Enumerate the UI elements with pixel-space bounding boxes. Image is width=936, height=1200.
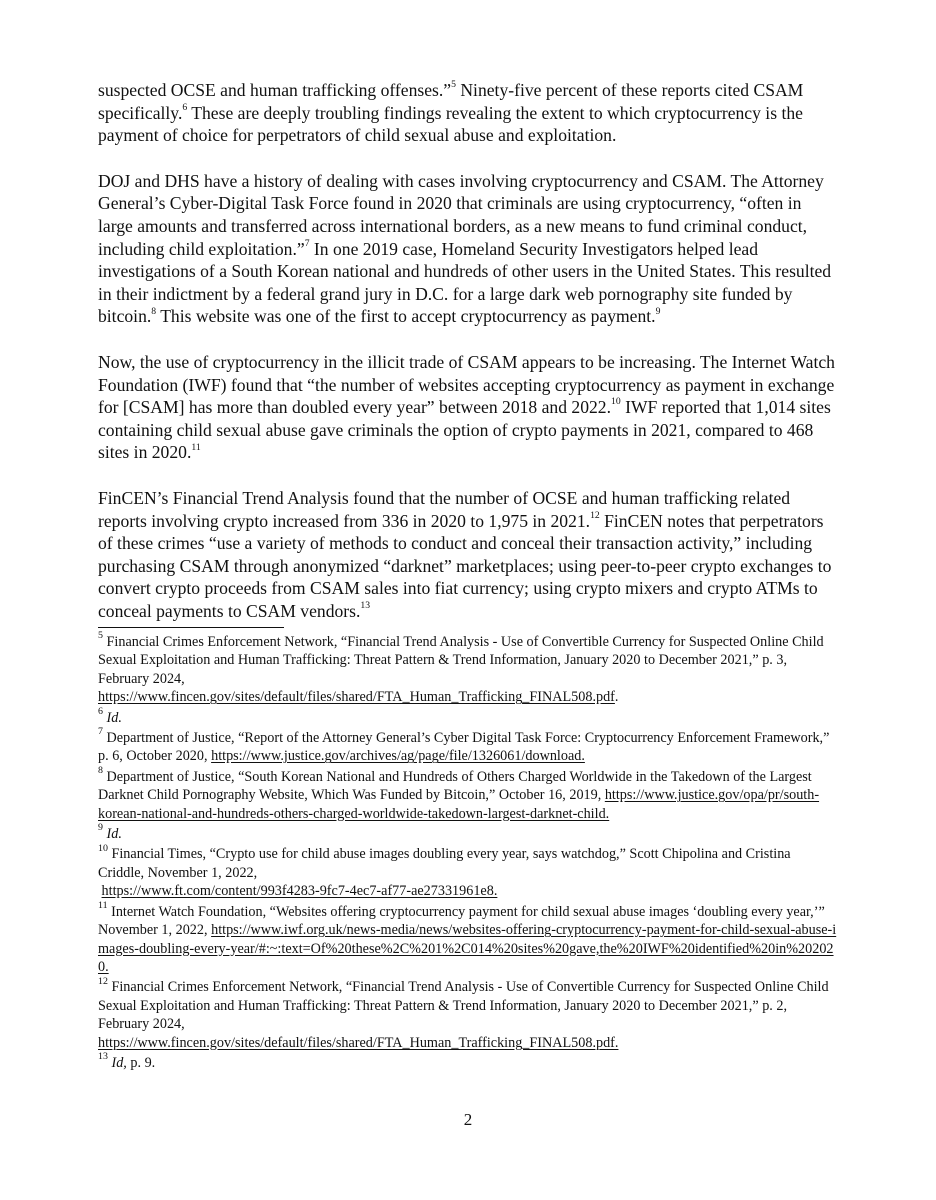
footnote-7 [98,726,840,766]
p1-text-3: These are deeply troubling findings revealing the extent to which cryptocurrency is the payment of choice for perpetrators of child sexual abuse and exploitation. [98,102,803,146]
footnote-number: 13 [98,1051,108,1063]
p2-text-3: This website was one of the first to accept cryptocurrency as payment. [156,306,656,327]
footnote-number: 8 [98,765,103,777]
footnotes [98,630,840,1074]
footnote-number: 12 [98,975,108,987]
p2-text-2: In one 2019 case, Homeland Security Investigators helped lead investigations of a South Korean national and hundreds of other users in the United States. This resulted in their indictment by a federal grand jury in D.C. for a large dark web pornography site funded by bitcoin. [98,238,832,327]
footnote-ibid: Id, [111,1054,127,1071]
footnote-ref-12[interactable]: 12 [590,509,600,521]
footnote-ref-8[interactable]: 8 [151,305,157,317]
footnote-13 [98,1051,840,1072]
footnote-text: Internet Watch Foundation, “Websites offering cryptocurrency payment for child sexual abuse images ‘doubling every year,’” November 1, 2022, [98,903,825,939]
footnote-6 [98,705,840,727]
footnote-11 [98,899,840,977]
footnote-ref-6[interactable]: 6 [182,101,188,113]
footnote-ref-10[interactable]: 10 [611,396,621,408]
p1-text-1: suspected OCSE and human trafficking offenses.” [98,80,452,100]
footnote-number: 5 [98,630,103,642]
footnote-ibid: Id. [106,709,122,726]
paragraph-4 [98,487,840,623]
footnote-number: 7 [98,726,103,738]
footnote-number: 10 [98,842,108,854]
p4-text-1: FinCEN’s Financial Trend Analysis found that the number of OCSE and human trafficking related reports involving crypto increased from 336 in 2020 to 1,975 in 2021. [98,487,791,531]
footnote-text: p. 9. [126,1054,156,1071]
footnote-text: Financial Crimes Enforcement Network, “Financial Trend Analysis - Use of Convertible Currency for Suspected Online Child Sexual Exploitation and Human Trafficking: Threat Pattern & Trend Information, January 2020 to December 2021,” p. 2, February 2024, [98,979,829,1033]
paragraph-1 [98,79,840,147]
p4-text-2: FinCEN notes that perpetrators of these crimes “use a variety of methods to conduct and conceal their transaction activity,” including purchasing CSAM through anonymized “darknet” marketplaces; using peer-to-peer crypto exchanges to convert crypto proceeds from CSAM sales into fiat currency; using crypto mixers and crypto ATMs to conceal payments to CSAM vendors. [98,510,832,621]
footnote-number: 11 [98,899,108,911]
footnote-text: Financial Crimes Enforcement Network, “Financial Trend Analysis - Use of Convertible Currency for Suspected Online Child Sexual Exploitation and Human Trafficking: Threat Pattern & Trend Information, January 2020 to December 2021,” p. 3, February 2024, [98,634,824,687]
footnote-5 [98,630,840,707]
p1-text-2: Ninety-five percent of these reports cited CSAM specifically. [98,80,804,123]
footnote-link[interactable]: https://www.justice.gov/archives/ag/page/file/1326061/download. [211,748,585,765]
footnote-punct: . [614,689,619,706]
footnote-link[interactable]: https://www.ft.com/content/993f4283-9fc7-4ec7-af77-ae27331961e8. [101,883,498,900]
footnote-separator [98,627,284,628]
footnote-number: 6 [98,705,103,717]
paragraph-2 [98,170,840,328]
footnote-link[interactable]: https://www.iwf.org.uk/news-media/news/websites-offering-cryptocurrency-payment-for-child-sexual-abuse-images-doubling-every-year/#:~:text=Of%20these%2C%201%2C014%20sites%20gave,the%20IWF%20identified%20in%202020. [98,922,837,975]
footnote-number: 9 [98,822,103,834]
footnote-ref-7[interactable]: 7 [304,237,310,249]
p3-text-2: IWF reported that 1,014 sites containing child sexual abuse gave criminals the option of crypto payments in 2021, compared to 468 sites in 2020. [98,397,831,463]
footnote-link[interactable]: https://www.fincen.gov/sites/default/files/shared/FTA_Human_Trafficking_FINAL508.pdf. [98,1034,619,1051]
footnote-10 [98,842,840,900]
paragraph-3 [98,351,840,464]
body-text [98,79,840,645]
footnote-ref-13[interactable]: 13 [360,600,371,612]
footnote-ref-11[interactable]: 11 [191,441,201,453]
footnote-8 [98,765,840,823]
footnote-12 [98,975,840,1052]
footnote-link[interactable]: https://www.fincen.gov/sites/default/files/shared/FTA_Human_Trafficking_FINAL508.pdf [98,689,615,706]
footnote-ref-5[interactable]: 5 [451,79,456,91]
footnote-link[interactable]: https://www.justice.gov/opa/pr/south-korean-national-and-hundreds-others-charged-worldwide-takedown-largest-darknet-child. [98,787,820,822]
footnote-text: Department of Justice, “Report of the Attorney General’s Cyber Digital Task Force: Cryptocurrency Enforcement Framework,” p. 6, October 2020, [98,730,830,765]
page-number: 2 [463,1110,473,1129]
footnote-ref-9[interactable]: 9 [655,305,661,317]
footnote-9 [98,822,840,843]
footnote-text: Financial Times, “Crypto use for child abuse images doubling every year, says watchdog,” Scott Chipolina and Cristina Criddle, November 1, 2022, [98,846,791,881]
footnote-ibid: Id. [106,826,122,843]
footnote-text: Department of Justice, “South Korean National and Hundreds of Others Charged Worldwide in the Takedown of the Largest Darknet Child Pornography Website, Which Was Funded by Bitcoin,” October 16, 2019, [98,768,812,804]
p2-text-1: DOJ and DHS have a history of dealing with cases involving cryptocurrency and CSAM. The Attorney General’s Cyber-Digital Task Force found in 2020 that criminals are using cryptocurrency, “often in large amounts and transferred across international borders, as a new means to fund criminal conduct, including child exploitation.” [98,170,824,259]
p3-text-1: Now, the use of cryptocurrency in the illicit trade of CSAM appears to be increasing. The Internet Watch Foundation (IWF) found that “the number of websites accepting cryptocurrency as payment in exchange for [CSAM] has more than doubled every year” between 2018 and 2022. [98,351,835,418]
